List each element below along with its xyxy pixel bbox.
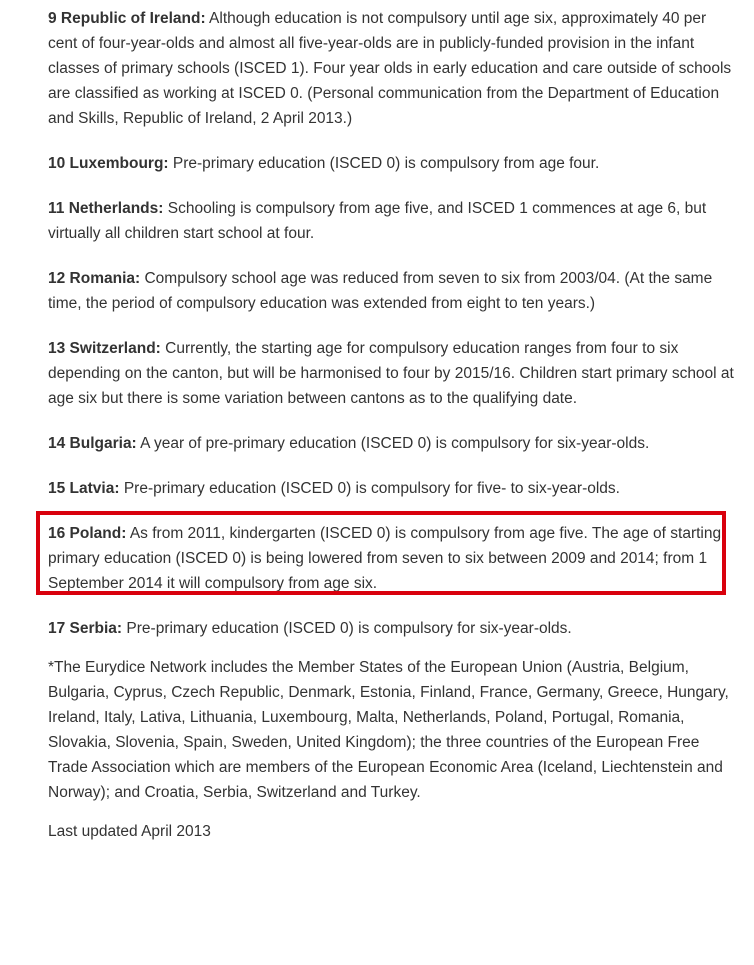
note-number: 16 Poland: xyxy=(48,525,127,542)
note-number: 11 Netherlands: xyxy=(48,200,164,217)
document-body xyxy=(48,6,738,844)
note-text: Pre-primary education (ISCED 0) is compulsory for five- to six-year-olds. xyxy=(119,480,620,497)
eurydice-footnote: *The Eurydice Network includes the Member States of the European Union (Austria, Belgium, Bulgaria, Cyprus, Czech Republic, Denmark, Estonia, Finland, France, Germany, Greece, Hungary, Ireland, Italy, Lativa, Lithuania, Luxembourg, Malta, Netherlands, Poland, Portugal, Romania, Slovakia, Slovenia, Spain, Sweden, United Kingdom); the three countries of the European Free Trade Association which are members of the European Economic Area (Iceland, Liechtenstein and Norway); and Croatia, Serbia, Switzerland and Turkey. xyxy=(48,659,729,801)
note-number: 13 Switzerland: xyxy=(48,340,161,357)
last-updated: Last updated April 2013 xyxy=(48,823,211,840)
note-poland xyxy=(48,521,738,596)
note-number: 15 Latvia: xyxy=(48,480,120,497)
note-text: Pre-primary education (ISCED 0) is compulsory for six-year-olds. xyxy=(122,620,572,637)
note-number: 12 Romania: xyxy=(48,270,141,287)
note-latvia xyxy=(48,476,738,501)
note-number: 10 Luxembourg: xyxy=(48,155,169,172)
note-text: Pre-primary education (ISCED 0) is compulsory from age four. xyxy=(168,155,600,172)
note-number: 14 Bulgaria: xyxy=(48,435,137,452)
note-text: Compulsory school age was reduced from seven to six from 2003/04. (At the same time, the period of compulsory education was extended from eight to ten years.) xyxy=(48,270,713,312)
note-bulgaria xyxy=(48,431,738,456)
note-romania xyxy=(48,266,738,316)
highlighted-note xyxy=(48,521,738,596)
note-text: Schooling is compulsory from age five, and ISCED 1 commences at age 6, but virtually all children start school at four. xyxy=(48,200,707,242)
note-text: A year of pre-primary education (ISCED 0) is compulsory for six-year-olds. xyxy=(136,435,650,452)
note-switzerland xyxy=(48,336,738,411)
note-number: 9 Republic of Ireland: xyxy=(48,10,206,27)
note-number: 17 Serbia: xyxy=(48,620,123,637)
note-luxembourg xyxy=(48,151,738,176)
note-text: Currently, the starting age for compulsory education ranges from four to six depending on the canton, but will be harmonised to four by 2015/16. Children start primary school at age six but there is some variation between cantons as to the qualifying date. xyxy=(48,340,734,407)
note-serbia xyxy=(48,616,738,641)
note-ireland xyxy=(48,6,738,131)
note-text: As from 2011, kindergarten (ISCED 0) is compulsory from age five. The age of starting primary education (ISCED 0) is being lowered from seven to six between 2009 and 2014; from 1 September 2014 it will compulsory from age six. xyxy=(48,525,722,592)
note-netherlands xyxy=(48,196,738,246)
note-text: Although education is not compulsory until age six, approximately 40 per cent of four-year-olds and almost all five-year-olds are in publicly-funded provision in the infant classes of primary schools (ISCED 1). Four year olds in early education and care outside of schools are classified as working at ISCED 0. (Personal communication from the Department of Education and Skills, Republic of Ireland, 2 April 2013.) xyxy=(48,10,732,127)
